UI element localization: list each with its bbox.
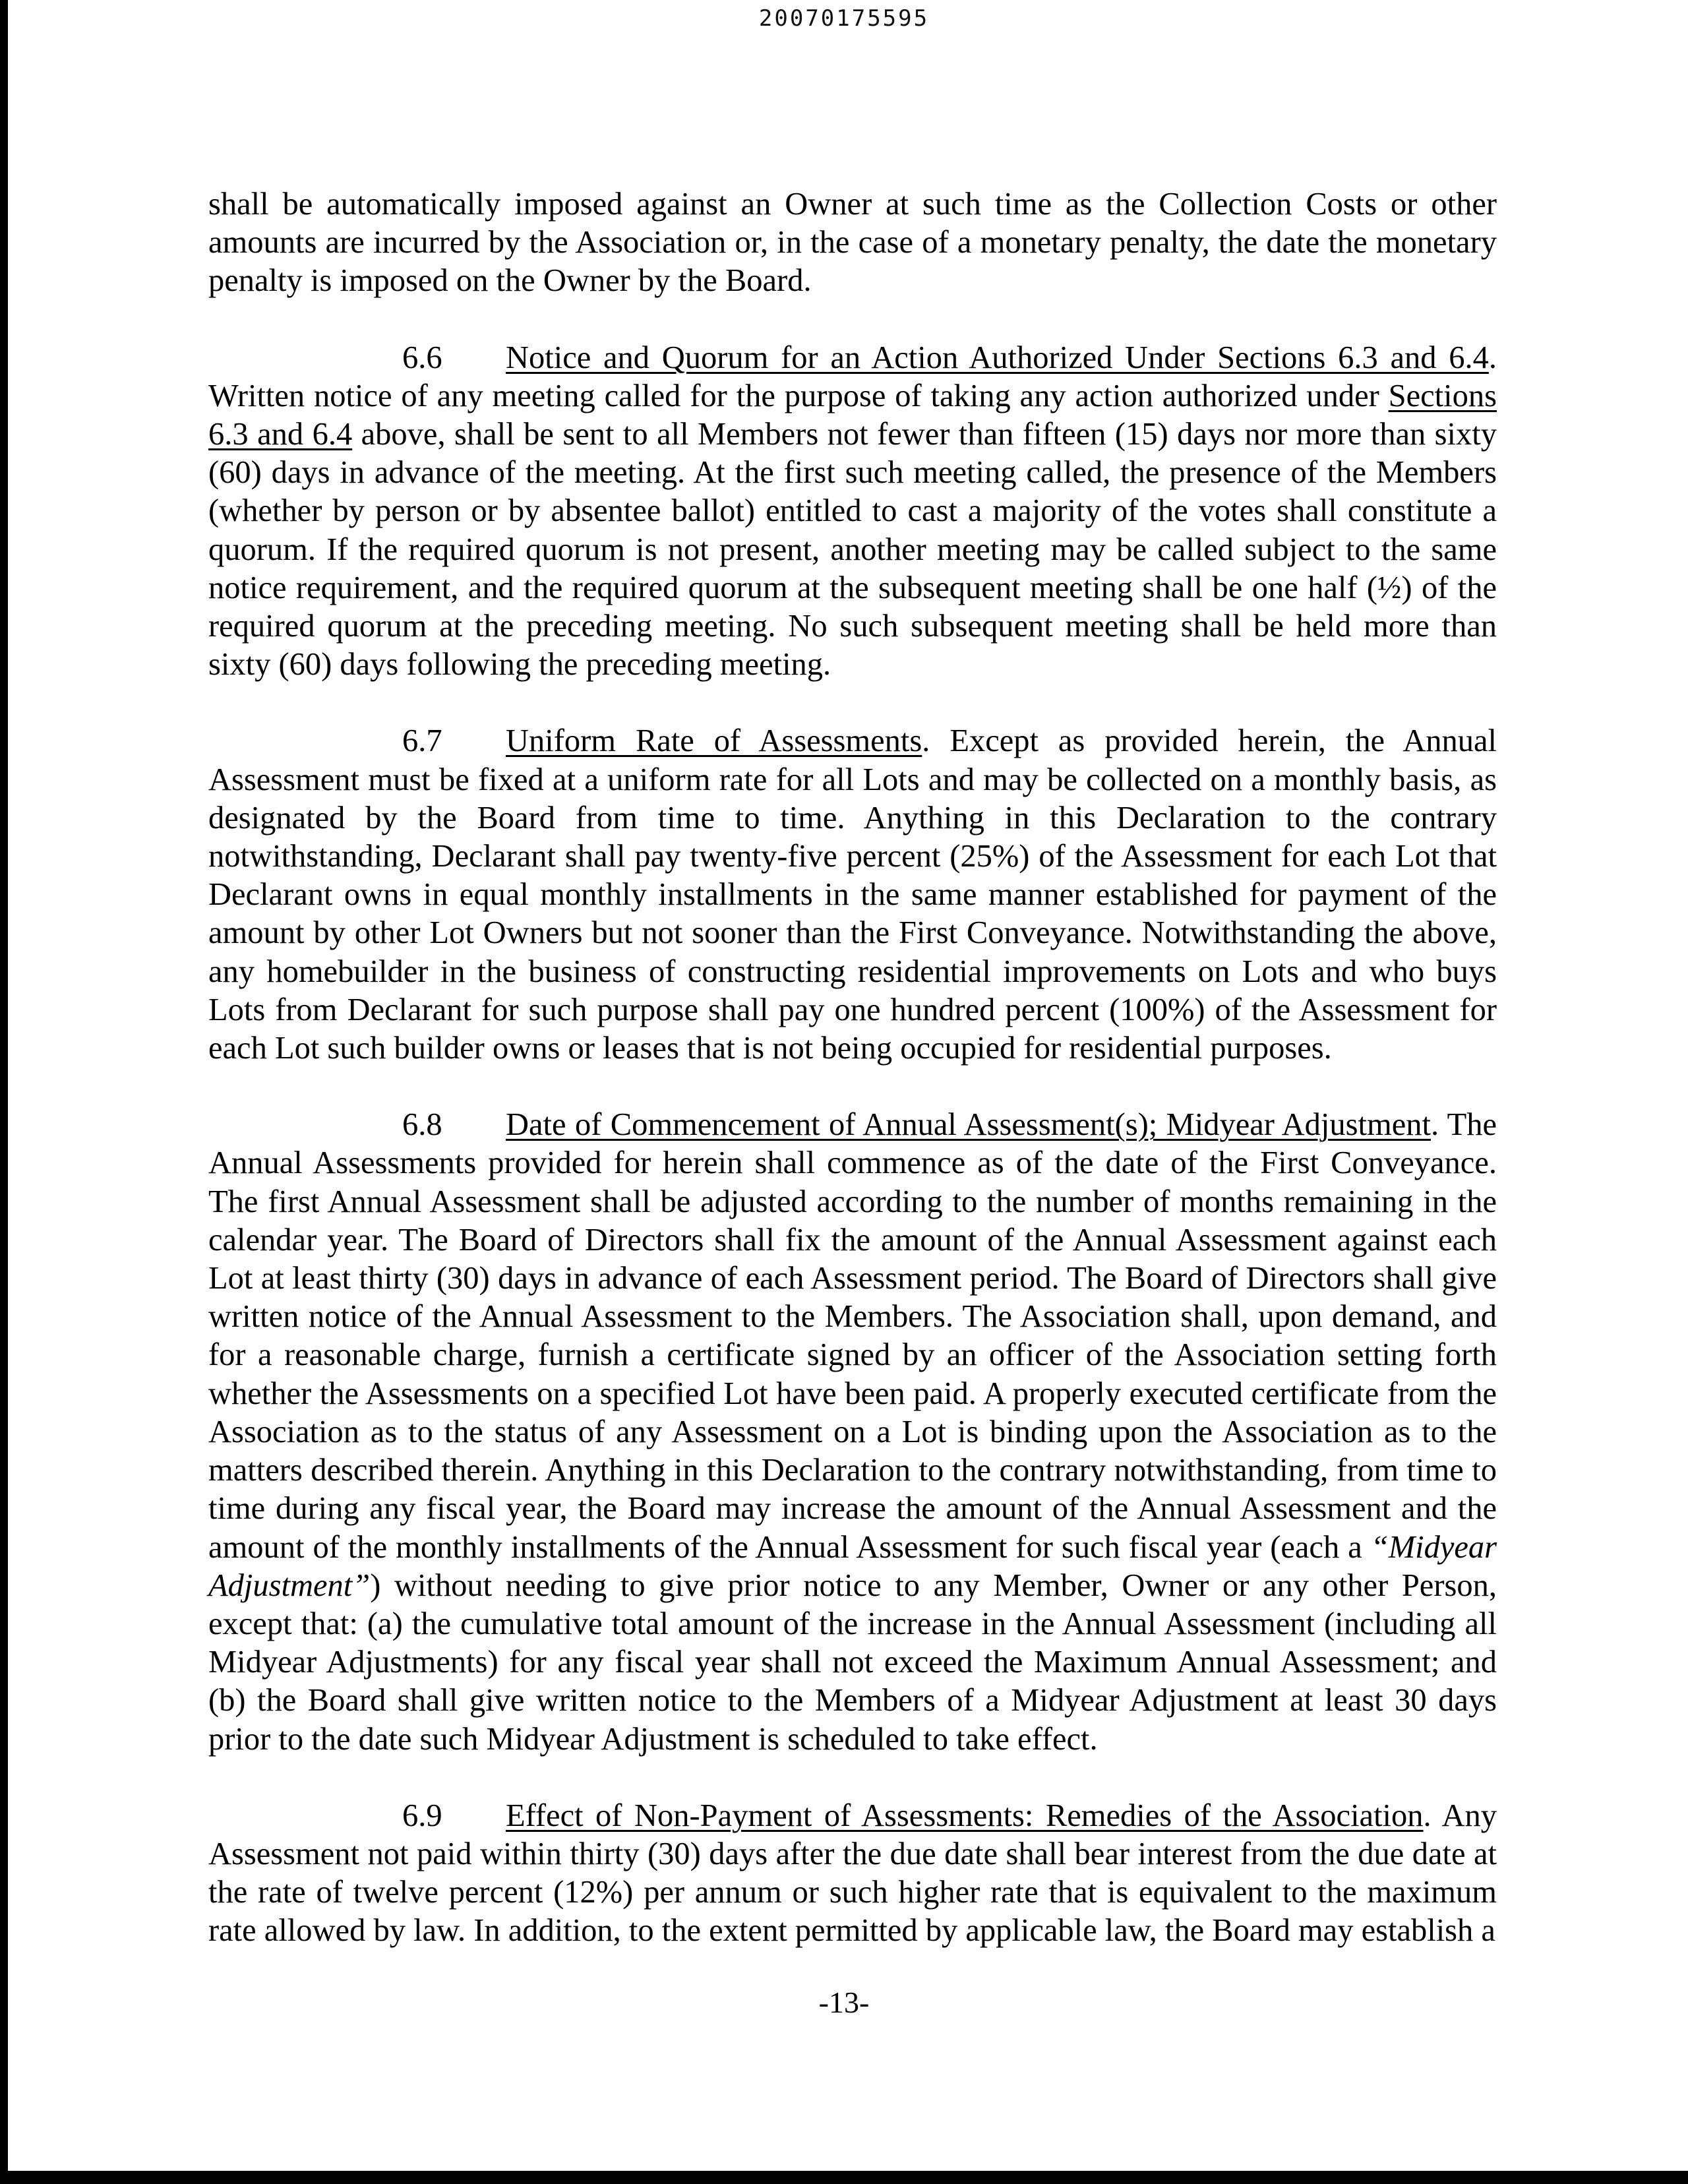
section-text: The Annual Assessments provided for herein shall commence as of the date of the First Conveyance. The first Annual Assessment shall be adjusted according to the number of months remaining in the calendar year. The Board of Directors shall fix the amount of the Annual Assessment against each Lot at least thirty (30) days in advance of each Assessment period. The Board of Directors shall give written notice of the Annual Assessment to the Members. The Association shall, upon demand, and for a reasonable charge, furnish a certificate signed by an officer of the Association setting forth whether the Assessments on a specified Lot have been paid. A properly executed certificate from the Association as to the status of any Assessment on a Lot is binding upon the Association as to the matters described therein. Anything in this Declaration to the contrary notwithstanding, from time to time during any fiscal year, the Board may increase the amount of the Annual Assessment and the amount of the monthly installments of the Annual Assessment for such fiscal year (each a: [208, 1107, 1497, 1565]
section-6-6: 6.6 Notice and Quorum for an Action Authorized Under Sections 6.3 and 6.4. Written notice of any meeting called for the purpose of taking any action authorized under Sections 6.3 and 6.4 above, shall be sent to all Members not fewer than fifteen (15) days nor more than sixty (60) days in advance of the meeting. At the first such meeting called, the presence of the Members (whether by person or by absentee ballot) entitled to cast a majority of the votes shall constitute a quorum. If the required quorum is not present, another meeting may be called subject to the same notice requirement, and the required quorum at the subsequent meeting shall be one half (½) of the required quorum at the preceding meeting. No such subsequent meeting shall be held more than sixty (60) days following the preceding meeting.: [208, 340, 1497, 682]
scan-left-border: [0, 0, 8, 2184]
section-6-9: 6.9 Effect of Non-Payment of Assessments: Remedies of the Association. Any Assessment not paid within thirty (30) days after the due date shall bear interest from the due date at the rate of twelve percent (12%) per annum or such higher rate that is equivalent to the maximum rate allowed by law. In addition, to the extent permitted by applicable law, the Board may establish a: [208, 1798, 1497, 1949]
section-heading: Date of Commencement of Annual Assessment(s); Midyear Adjustment: [506, 1107, 1431, 1143]
section-number: 6.7: [402, 723, 442, 759]
section-heading: Uniform Rate of Assessments: [506, 723, 922, 759]
section-heading: Notice and Quorum for an Action Authorized Under Sections 6.3 and 6.4: [506, 340, 1489, 375]
page-number: -13-: [818, 1986, 870, 2019]
continuation-paragraph: shall be automatically imposed against an Owner at such time as the Collection Costs or other amounts are incurred by the Association or, in the case of a monetary penalty, the date the monetary penalty is imposed on the Owner by the Board.: [208, 187, 1497, 299]
section-number: 6.9: [402, 1798, 442, 1833]
section-number: 6.6: [402, 340, 442, 375]
defined-term: “Midyear Adjustment”: [208, 1529, 1497, 1603]
section-number: 6.8: [402, 1107, 442, 1143]
section-text: Except as provided herein, the Annual Assessment must be fixed at a uniform rate for all Lots and may be collected on a monthly basis, as designated by the Board from time to time. Anything in this Declaration to the contrary notwithstanding, Declarant shall pay twenty-five percent (25%) of the Assessment for each Lot that Declarant owns in equal monthly installments in the same manner established for payment of the amount by other Lot Owners but not sooner than the First Conveyance. Notwithstanding the above, any homebuilder in the business of constructing residential improvements on Lots and who buys Lots from Declarant for such purpose shall pay one hundred percent (100%) of the Assessment for each Lot such builder owns or leases that is not being occupied for residential purposes.: [208, 723, 1497, 1066]
section-text: Any Assessment not paid within thirty (30) days after the due date shall bear interest from the due date at the rate of twelve percent (12%) per annum or such higher rate that is equivalent to the maximum rate allowed by law. In addition, to the extent permitted by applicable law, the Board may establish a: [208, 1798, 1497, 1949]
section-6-8: 6.8 Date of Commencement of Annual Assessment(s); Midyear Adjustment. The Annual Assessments provided for herein shall commence as of the date of the First Conveyance. The first Annual Assessment shall be adjusted according to the number of months remaining in the calendar year. The Board of Directors shall fix the amount of the Annual Assessment against each Lot at least thirty (30) days in advance of each Assessment period. The Board of Directors shall give written notice of the Annual Assessment to the Members. The Association shall, upon demand, and for a reasonable charge, furnish a certificate signed by an officer of the Association setting forth whether the Assessments on a specified Lot have been paid. A properly executed certificate from the Association as to the status of any Assessment on a Lot is binding upon the Association as to the matters described therein. Anything in this Declaration to the contrary notwithstanding, from time to time during any fiscal year, the Board may increase the amount of the Annual Assessment and the amount of the monthly installments of the Annual Assessment for such fiscal year (each a “Midyear Adjustment”) without needing to give prior notice to any Member, Owner or any other Person, except that: (a) the cumulative total amount of the increase in the Annual Assessment (including all Midyear Adjustments) for any fiscal year shall not exceed the Maximum Annual Assessment; and (b) the Board shall give written notice to the Members of a Midyear Adjustment at least 30 days prior to the date such Midyear Adjustment is scheduled to take effect.: [208, 1107, 1497, 1757]
document-body: [208, 185, 1497, 1989]
section-text: above, shall be sent to all Members not fewer than fifteen (15) days nor more than sixty (60) days in advance of the meeting. At the first such meeting called, the presence of the Members (whether by person or by absentee ballot) entitled to cast a majority of the votes shall constitute a quorum. If the required quorum is not present, another meeting may be called subject to the same notice requirement, and the required quorum at the subsequent meeting shall be one half (½) of the required quorum at the preceding meeting. No such subsequent meeting shall be held more than sixty (60) days following the preceding meeting.: [208, 417, 1497, 682]
section-6-7: 6.7 Uniform Rate of Assessments. Except as provided herein, the Annual Assessment must be fixed at a uniform rate for all Lots and may be collected on a monthly basis, as designated by the Board from time to time. Anything in this Declaration to the contrary notwithstanding, Declarant shall pay twenty-five percent (25%) of the Assessment for each Lot that Declarant owns in equal monthly installments in the same manner established for payment of the amount by other Lot Owners but not sooner than the First Conveyance. Notwithstanding the above, any homebuilder in the business of constructing residential improvements on Lots and who buys Lots from Declarant for such purpose shall pay one hundred percent (100%) of the Assessment for each Lot such builder owns or leases that is not being occupied for residential purposes.: [208, 723, 1497, 1066]
section-text: Written notice of any meeting called for the purpose of taking any action authorized under: [208, 378, 1389, 413]
section-reference: Sections 6.3 and 6.4: [208, 378, 1497, 452]
section-heading: Effect of Non-Payment of Assessments: Remedies of the Association: [506, 1798, 1424, 1833]
scan-bottom-border: [0, 2171, 1688, 2184]
document-number: 20070175595: [758, 5, 930, 32]
section-text: ) without needing to give prior notice to any Member, Owner or any other Person, except that: (a) the cumulative total amount of the increase in the Annual Assessment (including all Midyear Adjustments) for any fiscal year shall not exceed the Maximum Annual Assessment; and (b) the Board shall give written notice to the Members of a Midyear Adjustment at least 30 days prior to the date such Midyear Adjustment is scheduled to take effect.: [208, 1567, 1497, 1757]
